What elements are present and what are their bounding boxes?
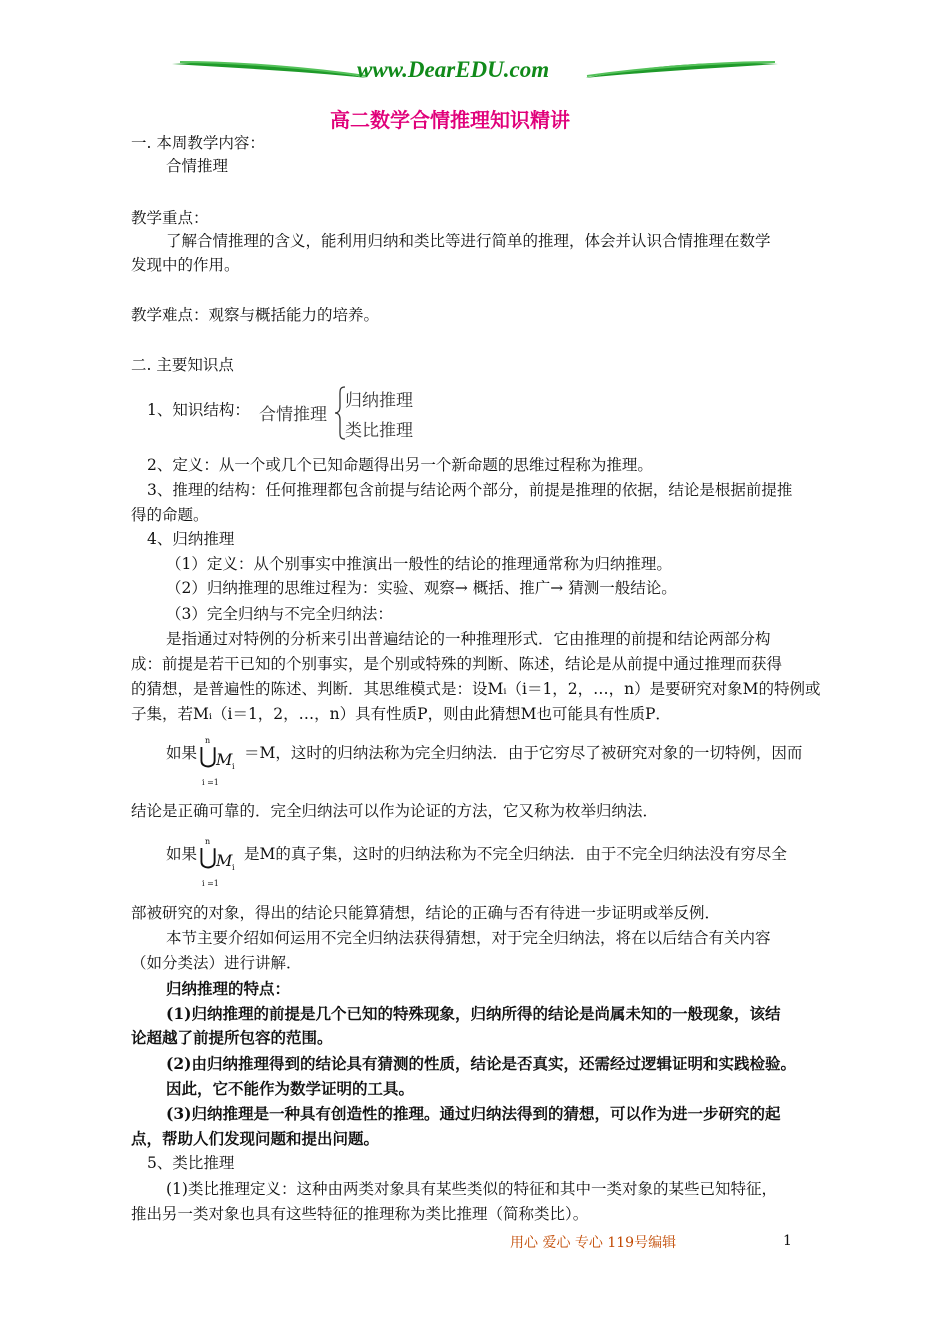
union-var-sub: i bbox=[232, 762, 235, 771]
paragraph-line: 成：前提是若干已知的个别事实，是个别或特殊的判断、陈述，结论是从前提中通过推理而获得 bbox=[131, 655, 783, 673]
paragraph-line: 如果 bbox=[166, 845, 198, 863]
union-var: M bbox=[216, 851, 233, 870]
paragraph-line: 了解合情推理的含义，能利用归纳和类比等进行简单的推理，体会并认识合情推理在数学 bbox=[166, 232, 771, 250]
feature-item: 点，帮助人们发现问题和提出问题。 bbox=[131, 1129, 380, 1148]
key-points-label: 教学重点： bbox=[131, 209, 209, 227]
paragraph-line: 是M的真子集，这时的归纳法称为不完全归纳法．由于不完全归纳法没有穷尽全 bbox=[244, 845, 787, 863]
section-1-heading: 一. 本周教学内容： bbox=[131, 134, 265, 152]
paragraph-line: 部被研究的对象，得出的结论只能算猜想，结论的正确与否有待进一步证明或举反例． bbox=[131, 904, 721, 922]
paragraph-line: （如分类法）进行讲解． bbox=[131, 954, 302, 972]
page-number: 1 bbox=[783, 1233, 792, 1249]
structure-branch-induction: 归纳推理 bbox=[345, 391, 413, 411]
features-heading: 归纳推理的特点： bbox=[166, 979, 291, 998]
paragraph-line: 结论是正确可靠的．完全归纳法可以作为论证的方法，它又称为枚举归纳法． bbox=[131, 802, 659, 820]
feature-item: 论超越了前提所包容的范围。 bbox=[131, 1028, 333, 1047]
union-upper: n bbox=[205, 837, 211, 846]
paragraph-line: 发现中的作用。 bbox=[131, 256, 240, 274]
union-lower: i =1 bbox=[202, 879, 219, 888]
union-upper: n bbox=[205, 736, 211, 745]
left-swoosh-icon bbox=[170, 58, 370, 84]
paragraph-line: 子集，若Mᵢ（i＝1，2，…，n）具有性质P，则由此猜想M也可能具有性质P． bbox=[131, 705, 671, 723]
definition-text: 2、定义：从一个或几个已知命题得出另一个新命题的思维过程称为推理。 bbox=[147, 456, 653, 474]
union-icon: ⋃ bbox=[199, 845, 218, 870]
paragraph-line: 3、推理的结构：任何推理都包含前提与结论两个部分，前提是推理的依据，结论是根据前提推 bbox=[147, 481, 793, 499]
union-lower: i =1 bbox=[202, 778, 219, 787]
paragraph-line: 本节主要介绍如何运用不完全归纳法获得猜想，对于完全归纳法，将在以后结合有关内容 bbox=[166, 929, 771, 947]
paragraph-line: （3）完全归纳与不完全归纳法： bbox=[166, 605, 393, 623]
content-text: 合情推理 bbox=[166, 157, 229, 175]
union-var: M bbox=[216, 750, 233, 769]
footer-text: 用心 爱心 专心 119号编辑 bbox=[510, 1235, 677, 1251]
structure-label: 1、知识结构： bbox=[147, 401, 250, 419]
paragraph-line: ＝M，这时的归纳法称为完全归纳法．由于它穷尽了被研究对象的一切特例，因而 bbox=[244, 744, 803, 762]
subsection-heading: 4、归纳推理 bbox=[147, 530, 235, 548]
structure-root: 合情推理 bbox=[259, 405, 327, 425]
paragraph-line: 如果 bbox=[166, 744, 198, 762]
feature-item: (1)归纳推理的前提是几个已知的特殊现象，归纳所得的结论是尚属未知的一般现象，该结 bbox=[166, 1004, 781, 1023]
right-swoosh-icon bbox=[585, 58, 780, 84]
union-formula bbox=[197, 736, 241, 786]
feature-item: (3)归纳推理是一种具有创造性的推理。通过归纳法得到的猜想，可以作为进一步研究的起 bbox=[166, 1104, 781, 1123]
paragraph-line: 是指通过对特例的分析来引出普遍结论的一种推理形式．它由推理的前提和结论两部分构 bbox=[166, 630, 771, 648]
paragraph-line: (1)类比推理定义：这种由两类对象具有某些类似的特征和其中一类对象的某些已知特征， bbox=[166, 1180, 777, 1198]
paragraph-line: 得的命题。 bbox=[131, 506, 209, 524]
structure-branch-analogy: 类比推理 bbox=[345, 421, 413, 441]
subsection-heading: 5、类比推理 bbox=[147, 1154, 235, 1172]
paragraph-line: 的猜想，是普遍性的陈述、判断．其思维模式是：设Mᵢ（i＝1，2，…，n）是要研究对象M的特例或 bbox=[131, 680, 821, 698]
union-var-sub: i bbox=[232, 863, 235, 872]
feature-item: 因此，它不能作为数学证明的工具。 bbox=[166, 1079, 415, 1098]
page-title: 高二数学合情推理知识精讲 bbox=[330, 108, 570, 132]
union-formula bbox=[197, 837, 241, 887]
difficulty-text: 教学难点：观察与概括能力的培养。 bbox=[131, 306, 380, 324]
feature-item: (2)由归纳推理得到的结论具有猜测的性质，结论是否真实，还需经过逻辑证明和实践检验。 bbox=[166, 1054, 796, 1073]
paragraph-line: （2）归纳推理的思维过程为：实验、观察→ 概括、推广→ 猜测一般结论。 bbox=[166, 579, 677, 597]
section-2-heading: 二. 主要知识点 bbox=[131, 356, 234, 374]
brand-logo: www.DearEDU.com bbox=[357, 57, 550, 82]
paragraph-line: （1）定义：从个别事实中推演出一般性的结论的推理通常称为归纳推理。 bbox=[166, 555, 672, 573]
paragraph-line: 推出另一类对象也具有这些特征的推理称为类比推理（简称类比）。 bbox=[131, 1205, 589, 1223]
union-icon: ⋃ bbox=[199, 744, 218, 769]
